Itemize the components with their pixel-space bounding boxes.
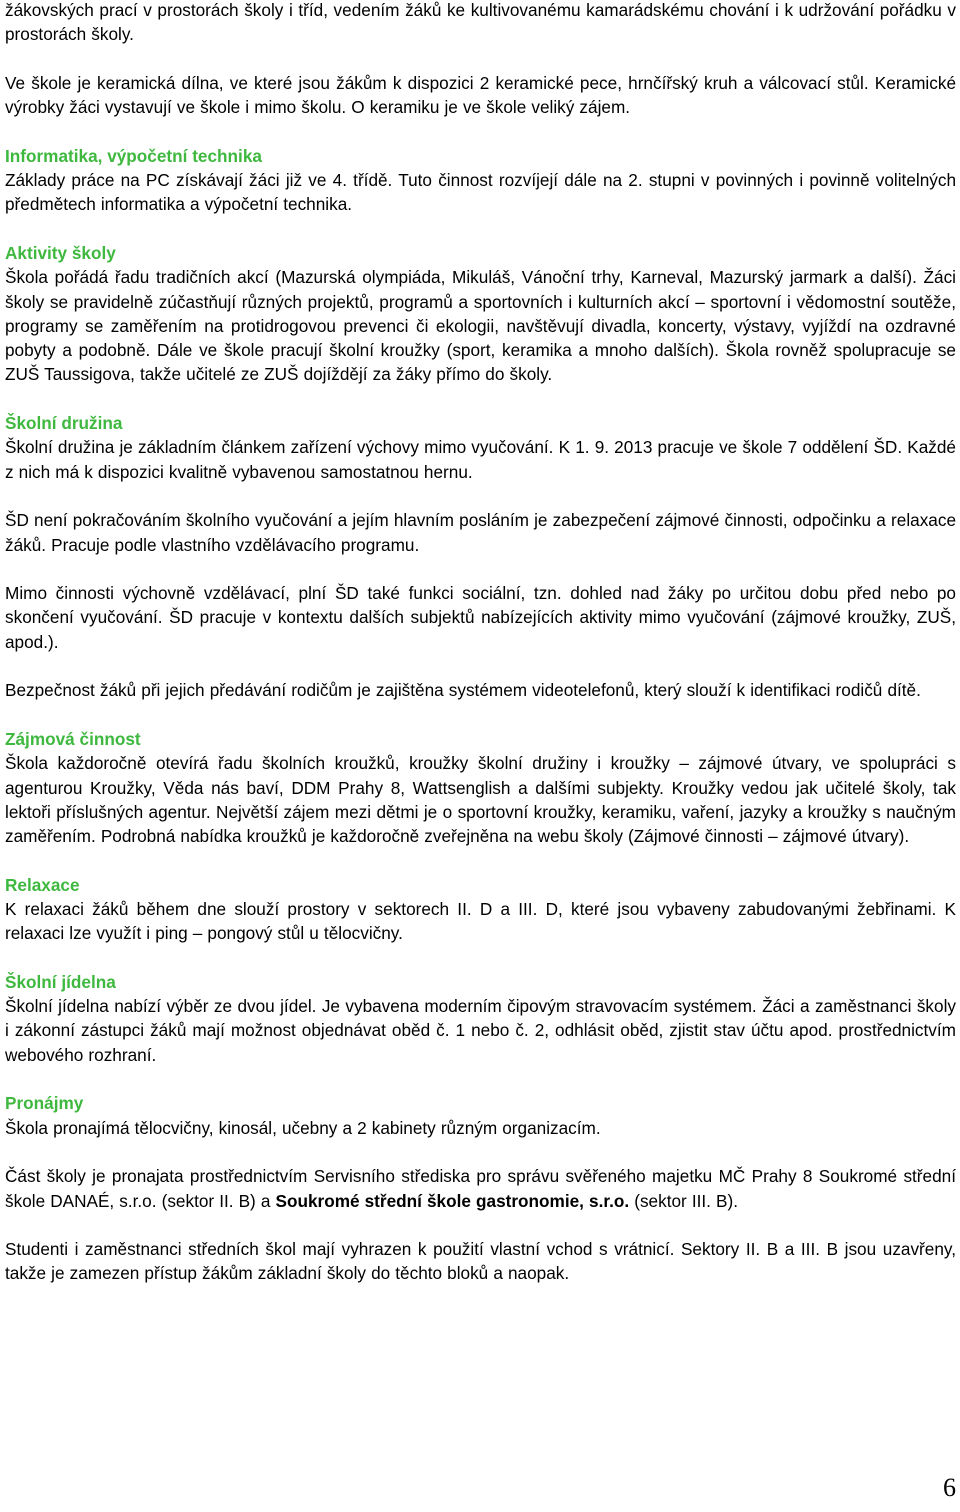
druzina-paragraph-2: ŠD není pokračováním školního vyučování a jejím hlavním posláním je zabezpečení zájmové činnosti, odpočinku a relaxace žáků. Pracuje podle vlastního vzdělávacího programu.	[5, 510, 956, 555]
druzina-paragraph-4: Bezpečnost žáků při jejich předávání rodičům je zajištěna systémem videotelefonů, který slouží k identifikaci rodičů dítě.	[5, 680, 921, 701]
document-page	[5, 0, 956, 1286]
aktivity-heading: Aktivity školy	[5, 242, 116, 263]
druzina-paragraph-3: Mimo činnosti výchovně vzdělávací, plní ŠD také funkci sociální, tzn. dohled nad žáky po určitou dobu před nebo po skončení vyučování. ŠD pracuje v kontextu dalších subjektů nabízejících aktivity mimo vyučování (zájmové kroužky, ZUŠ, apod.).	[5, 583, 956, 652]
pronajmy-paragraph-1: Škola pronajímá tělocvičny, kinosál, učebny a 2 kabinety různým organizacím.	[5, 1117, 601, 1138]
druzina-paragraph-1: Školní družina je základním článkem zařízení výchovy mimo vyučování. K 1. 9. 2013 pracuje ve škole 7 oddělení ŠD. Každé z nich má k dispozici kvalitně vybavenou samostatnou hernu.	[5, 437, 956, 482]
pronajmy-bold-school: Soukromé střední škole gastronomie, s.r.o.	[275, 1190, 630, 1211]
pronajmy-text-before: Část školy je pronajata prostřednictvím Servisního střediska pro správu svěřeného majetku MČ Prahy 8 Soukromé střední škole DANAÉ, s.r.o. (sektor II. B) a	[5, 1166, 956, 1211]
jidelna-heading: Školní jídelna	[5, 971, 116, 992]
pronajmy-paragraph-3: Studenti i zaměstnanci středních škol mají vyhrazen k použití vlastní vchod s vrátnicí. Sektory II. B a III. B jsou uzavřeny, takže je zamezen přístup žákům základní školy do těchto bloků a naopak.	[5, 1239, 956, 1284]
zajmova-heading: Zájmová činnost	[5, 728, 141, 749]
relaxace-paragraph: K relaxaci žáků během dne slouží prostory v sektorech II. D a III. D, které jsou vybaveny zabudovanými žebřinami. K relaxaci lze využít i ping – pongový stůl u tělocvičny.	[5, 898, 956, 944]
pronajmy-text-after: (sektor III. B).	[629, 1190, 738, 1211]
druzina-heading: Školní družina	[5, 413, 123, 434]
relaxace-heading: Relaxace	[5, 874, 80, 895]
keramika-paragraph: Ve škole je keramická dílna, ve které jsou žákům k dispozici 2 keramické pece, hrnčířský kruh a válcovací stůl. Keramické výrobky žáci vystavují ve škole i mimo školu. O keramiku je ve škole veliký zájem.	[5, 72, 956, 118]
pronajmy-paragraph-2	[5, 1164, 956, 1213]
page-number: 6	[943, 1473, 956, 1502]
informatika-heading: Informatika, výpočetní technika	[5, 145, 262, 166]
intro-paragraph: žákovských prací v prostorách školy i tříd, vedením žáků ke kultivovanému kamarádskému chování i k udržování pořádku v prostorách školy.	[5, 0, 956, 45]
informatika-paragraph: Základy práce na PC získávají žáci již ve 4. třídě. Tuto činnost rozvíjejí dále na 2. stupni v povinných i povinně volitelných předmětech informatika a výpočetní technika.	[5, 170, 956, 215]
aktivity-paragraph: Škola pořádá řadu tradičních akcí (Mazurská olympiáda, Mikuláš, Vánoční trhy, Karneval, Mazurský jarmark a další). Žáci školy se pravidelně zúčastňují různých projektů, programů a sportovních i kulturních akcí – sportovní i vědomostní soutěže, programy se zaměřením na protidrogovou prevenci či ekologii, navštěvují divadla, koncerty, výstavy, vyjíždí na ozdravné pobyty a podobně. Dále ve škole pracují školní kroužky (sport, keramika a mnoho dalších). Škola rovněž spolupracuje se ZUŠ Taussigova, takže učitelé ze ZUŠ dojíždějí za žáky přímo do školy.	[5, 267, 956, 385]
zajmova-paragraph: Škola každoročně otevírá řadu školních kroužků, kroužky školní družiny i kroužky – zájmové útvary, ve spolupráci s agenturou Kroužky, Věda nás baví, DDM Prahy 8, Wattsenglish a dalšími subjekty. Kroužky vedou jak učitelé školy, tak lektoři příslušných agentur. Největší zájem mezi dětmi je o sportovní kroužky, keramiku, vaření, jazyky a kroužky s naučným zaměřením. Podrobná nabídka kroužků je každoročně zveřejněna na webu školy (Zájmové činnosti – zájmové útvary).	[5, 753, 956, 847]
pronajmy-heading: Pronájmy	[5, 1093, 84, 1114]
jidelna-paragraph: Školní jídelna nabízí výběr ze dvou jídel. Je vybavena moderním čipovým stravovacím systémem. Žáci a zaměstnanci školy i zákonní zástupci žáků mají možnost objednávat oběd č. 1 nebo č. 2, odhlásit oběd, zjistit stav účtu apod. prostřednictvím webového rozhraní.	[5, 996, 956, 1065]
